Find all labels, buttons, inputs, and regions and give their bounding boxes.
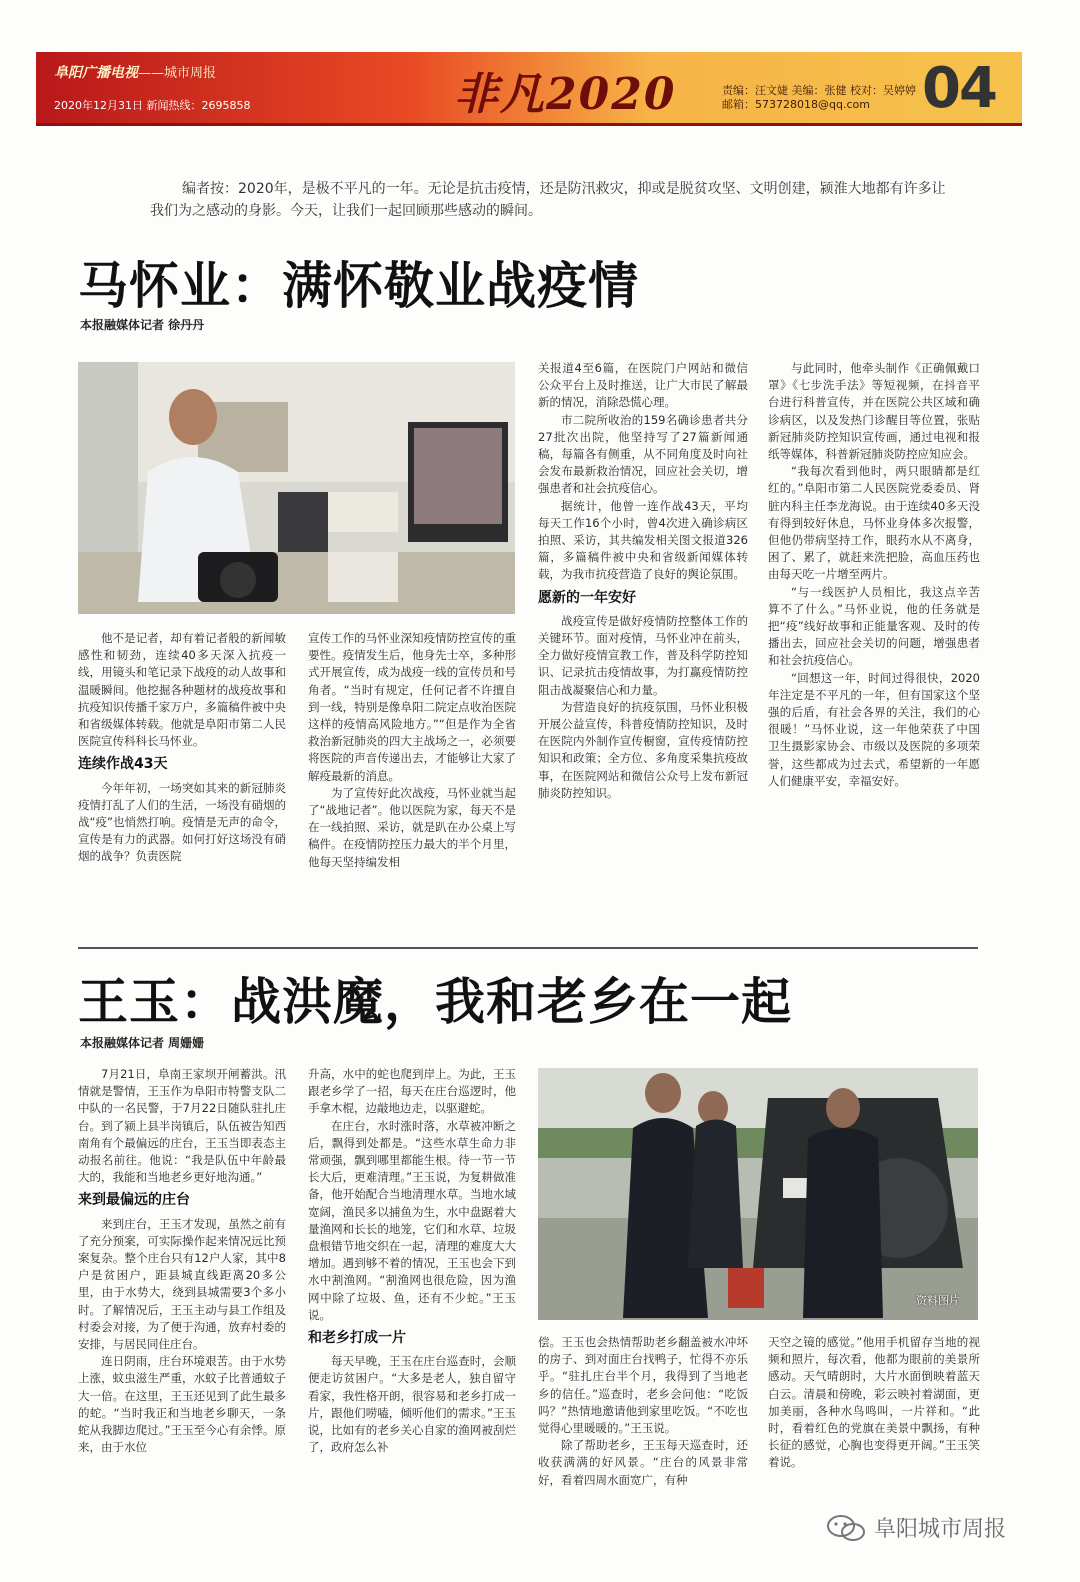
credits-editors: 责编：汪文婕 美编：张健 校对：吴婷婷 [722,84,916,97]
brand-subtitle: ——城市周报 [138,66,217,81]
article1-column-4: 与此同时，他牵头制作《正确佩戴口罩》《七步洗手法》等短视频，在抖音平台进行科普宣传，并在医院公共区域和确诊病区，以及发热门诊醒目等位置，张贴新冠肺炎防控知识宣传画，通过电视和报纸等媒体，科普新冠肺炎防控应知应会。 “我每次看到他时，两只眼睛都是红红的。”阜阳市第二人民医院党委委员、肾脏内科主任李龙海说。由于连续40多天没有得到较好休息，马怀业身体多次报警，但他仍带病坚持工作，眼药水从不离身，困了、累了，就赶来洗把脸，高血压药也由每天吃一片增至两片。 “与一线医护人员相比，我这点辛苦算不了什么。”马怀业说，他的任务就是把“疫”线好故事和正能量客观、及时的传播出去，回应社会关切的问题，增强患者和社会抗疫信心。 “回想这一年，时间过得很快，2020年注定是不平凡的一年，但有国家这个坚强的后盾，有社会各界的关注，我们的心很暖！”马怀业说，这一年他荣获了中国卫生摄影家协会、市级以及医院的多项荣誉，这些都成为过去式，希望新的一年愿人们健康平安，幸福安好。 [768,361,980,788]
masthead-date-hotline: 2020年12月31日 新闻热线：2695858 [54,99,251,112]
brand-name: 阜阳广播电视 [54,65,138,81]
article1-column-3: 关报道4至6篇，在医院门户网站和微信公众平台上及时推送，让广大市民了解最新的情况，消除恐慌心理。 市二院所收治的159名确诊患者共分27批次出院，他坚持写了27篇新闻通稿，每篇各有侧重，从不同角度及时向社会发布最新救治情况，回应社会关切，增强患者和社会抗疫信心。 据统计，他曾一连作战43天，平均每天工作16个小时，曾4次进入确诊病区拍照、采访，其共编发相关图文报道326篇，多篇稿件被中央和省级新闻媒体转载，为我市抗疫营造了良好的舆论氛围。 愿新的一年安好 战疫宣传是做好疫情防控整体工作的关键环节。面对疫情，马怀业冲在前头，全力做好疫情宣教工作，普及科学防控知识、记录抗击疫情故事，为打赢疫情防控阻击战凝聚信心和力量。 为营造良好的抗疫氛围，马怀业积极开展公益宣传，科普疫情防控知识，及时在医院内外制作宣传橱窗，宣传疫情防控知识和政策；全方位、多角度采集抗疫故事，在医院网站和微信公众号上发布新冠肺炎防控知识。 [538,361,748,800]
watermark-text: 阜阳城市周报 [874,1517,1007,1542]
article1-headline: 马怀业：满怀敬业战疫情 [78,257,639,315]
subheading-with-villagers: 和老乡打成一片 [308,1330,406,1347]
article2-photo [538,1068,978,1320]
article2-byline: 本报融媒体记者 周姗姗 [80,1036,205,1050]
wechat-watermark [826,1512,1006,1543]
editor-note: 编者按：2020年，是极不平凡的一年。无论是抗击疫情，还是防汛救灾，抑或是脱贫攻坚、文明创建，颍淮大地都有许多让我们为之感动的身影。今天，让我们一起回顾那些感动的瞬间。 [150,181,946,219]
photo-caption: 资料图片 [916,1294,960,1307]
article2-column-4: 天空之镜的感觉。”他用手机留存当地的视频和照片，每次看，他都为眼前的美景所感动。天气晴朗时，大片水面倒映着蓝天白云。清晨和傍晚，彩云映衬着湖面，更加美丽，各种水鸟鸣叫，一片祥和。“此时，看着红色的党旗在美景中飘扬，有种长征的感觉，心胸也变得更开阔。”王玉笑着说。 [768,1335,980,1470]
masthead-brand [54,62,216,82]
article1-column-2: 宣传工作的马怀业深知疫情防控宣传的重要性。疫情发生后，他身先士卒，多种形式开展宣传，成为战疫一线的宣传员和号角者。“当时有规定，任何记者不许擅自到一线，特别是像阜阳二院定点收治医院这样的疫情高风险地方。”“但是作为全省救治新冠肺炎的四大主战场之一，必须要将医院的声音传递出去，才能够让大家了解疫最新的消息。 为了宣传好此次战疫，马怀业就当起了“战地记者”。他以医院为家，每天不是在一线拍照、采访，就是趴在办公桌上写稿件。在疫情防控压力最大的半个月里，他每天坚持编发相 [308,631,516,869]
page-number: 04 [922,56,996,121]
article2-column-2: 升高，水中的蛇也爬到岸上。为此，王玉跟老乡学了一招，每天在庄台巡逻时，他手拿木棍，边敲地边走，以驱避蛇。 在庄台，水时涨时落，水草被冲断之后，飘得到处都是。“这些水草生命力非常顽强，飘到哪里都能生根。待一节一节长大后，更难清理。”王玉说，为复耕做准备，他开始配合当地清理水草。当地水域宽阔，渔民多以捕鱼为生，水中盘踞着大量渔网和长长的地笼，它们和水草、垃圾盘根错节地交织在一起，清理的难度大大增加。遇到够不着的情况，王玉也会下到水中割渔网。“割渔网也很危险，因为渔网中除了垃圾、鱼，还有不少蛇。”王玉说。 和老乡打成一片 每天早晚，王玉在庄台巡查时，会顺便走访贫困户。“大多是老人，独自留守看家，我性格开朗，很容易和老乡打成一片，跟他们唠嗑，倾听他们的需求。”王玉说，比如有的老乡关心自家的渔网被刮烂了，政府怎么补 [308,1067,516,1455]
subheading-43-days: 连续作战43天 [78,756,168,773]
article1-column-1: 他不是记者，却有着记者般的新闻敏感性和韧劲，连续40多天深入抗疫一线，用镜头和笔记录下战疫的动人故事和温暖瞬间。他挖掘各种题材的战疫故事和抗疫知识传播千家万户，多篇稿件被中央和省级媒体转载。他就是阜阳市第二人民医院宣传科科长马怀业。 连续作战43天 今年年初，一场突如其来的新冠肺炎疫情打乱了人们的生活，一场没有硝烟的战“疫”也悄然打响。疫情是无声的命令，宣传是有力的武器。如何打好这场没有硝烟的战争？负责医院 [78,631,286,864]
masthead-credits [722,84,916,112]
masthead-title: 非凡2020 [454,69,677,120]
wechat-chat-icon [826,1513,866,1543]
article1-photo [78,362,515,614]
subheading-remote-village: 来到最偏远的庄台 [78,1192,190,1209]
subheading-new-year: 愿新的一年安好 [538,589,636,606]
article1-byline: 本报融媒体记者 徐丹丹 [80,318,205,332]
article2-headline: 王玉：战洪魔，我和老乡在一起 [78,973,792,1031]
masthead [36,52,1022,126]
article2-column-1: 7月21日，阜南王家坝开闸蓄洪。汛情就是警情，王玉作为阜阳市特警支队二中队的一名民警，于7月22日随队驻扎庄台。到了颍上县半岗镇后，队伍被告知西南角有个最偏远的庄台，王玉当即表态主动报名前往。他说：“我是队伍中年龄最大的，我能和当地老乡更好地沟通。” 来到最偏远的庄台 来到庄台，王玉才发现，虽然之前有了充分预案，可实际操作起来情况远比预案复杂。整个庄台只有12户人家，其中8户是贫困户，距县城直线距离20多公里，由于水势大，绕到县城需要3个多小时。了解情况后，王玉主动与县工作组及村委会对接，为了便于沟通，放弃村委的安排，与居民同住庄台。 连日阴雨，庄台环境艰苦。由于水势上涨，蚊虫滋生严重，水蚊子比普通蚊子大一倍。在这里，王玉还见到了此生最多的蛇。“当时我正和当地老乡聊天，一条蛇从我脚边爬过。”王玉至今心有余悸。原来，由于水位 [78,1067,286,1455]
credits-email: 邮箱：573728018@qq.com [722,98,870,111]
article2-column-3: 偿。王玉也会热情帮助老乡翻盖被水冲坏的房子、到对面庄台找鸭子，忙得不亦乐乎。“驻扎庄台半个月，我得到了当地老乡的信任。”巡查时，老乡会问他：“吃饭吗？”热情地邀请他到家里吃饭。“不吃也觉得心里暖暖的。”王玉说。 除了帮助老乡，王玉每天巡查时，还收获满满的好风景。“庄台的风景非常好，看着四周水面宽广，有种 [538,1335,748,1487]
section-divider [78,947,978,949]
